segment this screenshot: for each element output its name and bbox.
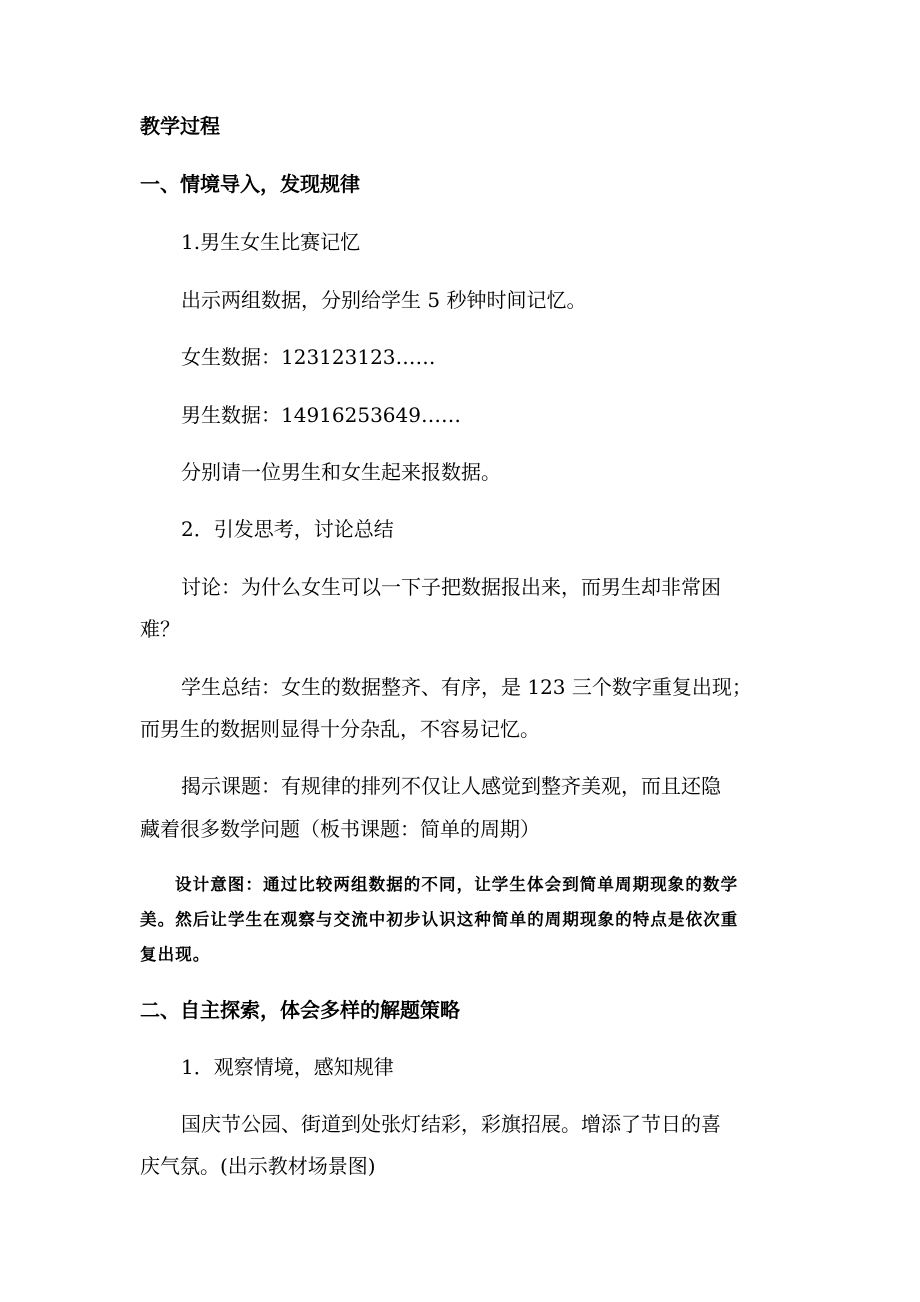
- section-2-title: 二、自主探索，体会多样的解题策略: [140, 998, 460, 1022]
- paragraph-topic-line-2: 藏着很多数学问题（板书课题：简单的周期）: [140, 817, 540, 841]
- paragraph-discussion-line-2: 难？: [140, 617, 180, 641]
- paragraph-topic-line-1: 揭示课题：有规律的排列不仅让人感觉到整齐美观，而且还隐: [181, 774, 721, 798]
- heading-teaching-process: 教学过程: [140, 114, 220, 138]
- paragraph-girls-data: 女生数据：123123123……: [181, 345, 436, 369]
- paragraph-national-day-line-1: 国庆节公园、街道到处张灯结彩，彩旗招展。增添了节日的喜: [181, 1112, 721, 1136]
- paragraph-discussion-line-1: 讨论：为什么女生可以一下子把数据报出来，而男生却非常困: [181, 575, 721, 599]
- design-intent-line-3: 复出现。: [140, 945, 211, 964]
- section-1-title: 一、情境导入，发现规律: [140, 172, 360, 196]
- paragraph-summary-line-2: 而男生的数据则显得十分杂乱，不容易记忆。: [140, 717, 540, 741]
- paragraph-report-data: 分别请一位男生和女生起来报数据。: [181, 460, 501, 484]
- paragraph-summary-line-1: 学生总结：女生的数据整齐、有序，是 123 三个数字重复出现；: [181, 675, 752, 699]
- section-1-item-1-title: 1.男生女生比赛记忆: [181, 230, 361, 254]
- paragraph-boys-data: 男生数据：14916253649……: [181, 403, 461, 427]
- section-2-item-1-title: 1．观察情境，感知规律: [181, 1055, 394, 1079]
- section-1-item-2-title: 2．引发思考，讨论总结: [181, 517, 394, 541]
- paragraph-show-data: 出示两组数据，分别给学生 5 秒钟时间记忆。: [181, 288, 587, 312]
- design-intent-line-1: 设计意图：通过比较两组数据的不同，让学生体会到简单周期现象的数学: [175, 875, 739, 894]
- paragraph-national-day-line-2: 庆气氛。(出示教材场景图): [140, 1154, 376, 1178]
- design-intent-line-2: 美。然后让学生在观察与交流中初步认识这种简单的周期现象的特点是依次重: [140, 910, 739, 929]
